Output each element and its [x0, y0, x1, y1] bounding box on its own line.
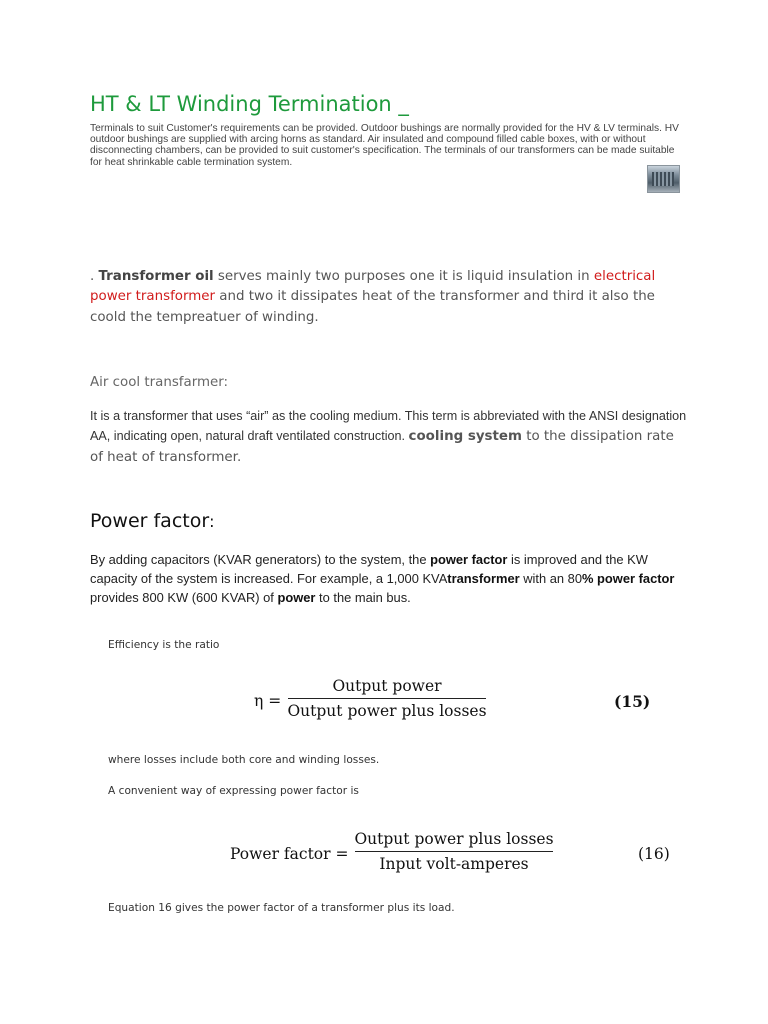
pf-text-5: to the main bus. — [315, 590, 411, 605]
air-cool-paragraph — [90, 406, 690, 469]
cooling-system-term: cooling system — [408, 429, 522, 445]
eq16-lhs: Power factor = — [230, 845, 349, 863]
losses-note: where losses include both core and winding losses. — [108, 754, 380, 766]
pf-text-2: is improved and the KW capacity of the system is increased. For example, a 1,000 KVA — [90, 552, 648, 586]
transformer-oil-paragraph — [90, 267, 690, 328]
eq15-lhs: η = — [254, 692, 282, 710]
pf-text-3: with an 80 — [519, 571, 583, 586]
intro-paragraph: Terminals to suit Customer's requirements can be provided. Outdoor bushings are normally provided for the HV & LV terminals. HV outdoor bushings are supplied with arcing horns as standard. Air insulated and compound filled cable boxes, with or without disconnecting chambers, can be provided to suit customer's specification. The terminals of our transformers can be made suitable for heat shrinkable cable termination system. — [90, 123, 679, 168]
pf-bold-2: transformer — [447, 571, 520, 586]
eq15-fraction — [288, 677, 486, 720]
pf-bold-3: % power factor — [582, 571, 675, 586]
eq15-number: (15) — [614, 692, 651, 711]
electrical-power-transformer-link[interactable]: electrical power transformer — [90, 269, 656, 305]
eq15-denominator: Output power plus losses — [287, 702, 487, 720]
eq16-fraction — [355, 830, 553, 873]
oil-bold-term: Transformer oil — [98, 269, 214, 284]
eq16-denominator: Input volt-amperes — [379, 855, 529, 873]
oil-text-2: and two it dissipates heat of the transformer and third it also the coold the tempreatuer of winding. — [90, 289, 655, 325]
eq16-note: Equation 16 gives the power factor of a transformer plus its load. — [108, 902, 455, 914]
air-text-end: . — [236, 450, 242, 466]
eq15-numerator: Output power — [332, 677, 442, 695]
power-factor-intro: A convenient way of expressing power factor is — [108, 785, 359, 797]
transformer-link[interactable]: transformer — [158, 450, 237, 466]
pf-bold-1: power factor — [430, 552, 508, 567]
power-factor-heading — [90, 510, 215, 532]
air-cool-heading: Air cool transfarmer: — [90, 375, 229, 390]
oil-prefix: . — [90, 269, 99, 284]
power-factor-heading-colon: : — [209, 512, 215, 531]
transformer-thumbnail-image[interactable] — [647, 165, 680, 193]
eq16-numerator: Output power plus losses — [354, 830, 554, 848]
eq16-number: (16) — [638, 845, 670, 863]
pf-text-4: provides 800 KW (600 KVAR) of — [90, 590, 278, 605]
oil-text-1: serves mainly two purposes one it is liquid insulation in — [213, 269, 594, 284]
air-text-2: to the dissipation rate of heat of — [90, 429, 674, 466]
air-text-1: It is a transformer that uses “air” as the cooling medium. This term is abbreviated with the ANSI designation AA, indicating open, natural draft ventilated construction. — [90, 409, 687, 444]
efficiency-intro: Efficiency is the ratio — [108, 639, 220, 651]
pf-text-1: By adding capacitors (KVAR generators) to the system, the — [90, 552, 431, 567]
power-factor-paragraph — [90, 550, 690, 607]
pf-bold-4: power — [277, 590, 316, 605]
power-factor-heading-text: Power factor — [90, 510, 210, 532]
page-title: HT & LT Winding Termination _ — [90, 92, 409, 116]
